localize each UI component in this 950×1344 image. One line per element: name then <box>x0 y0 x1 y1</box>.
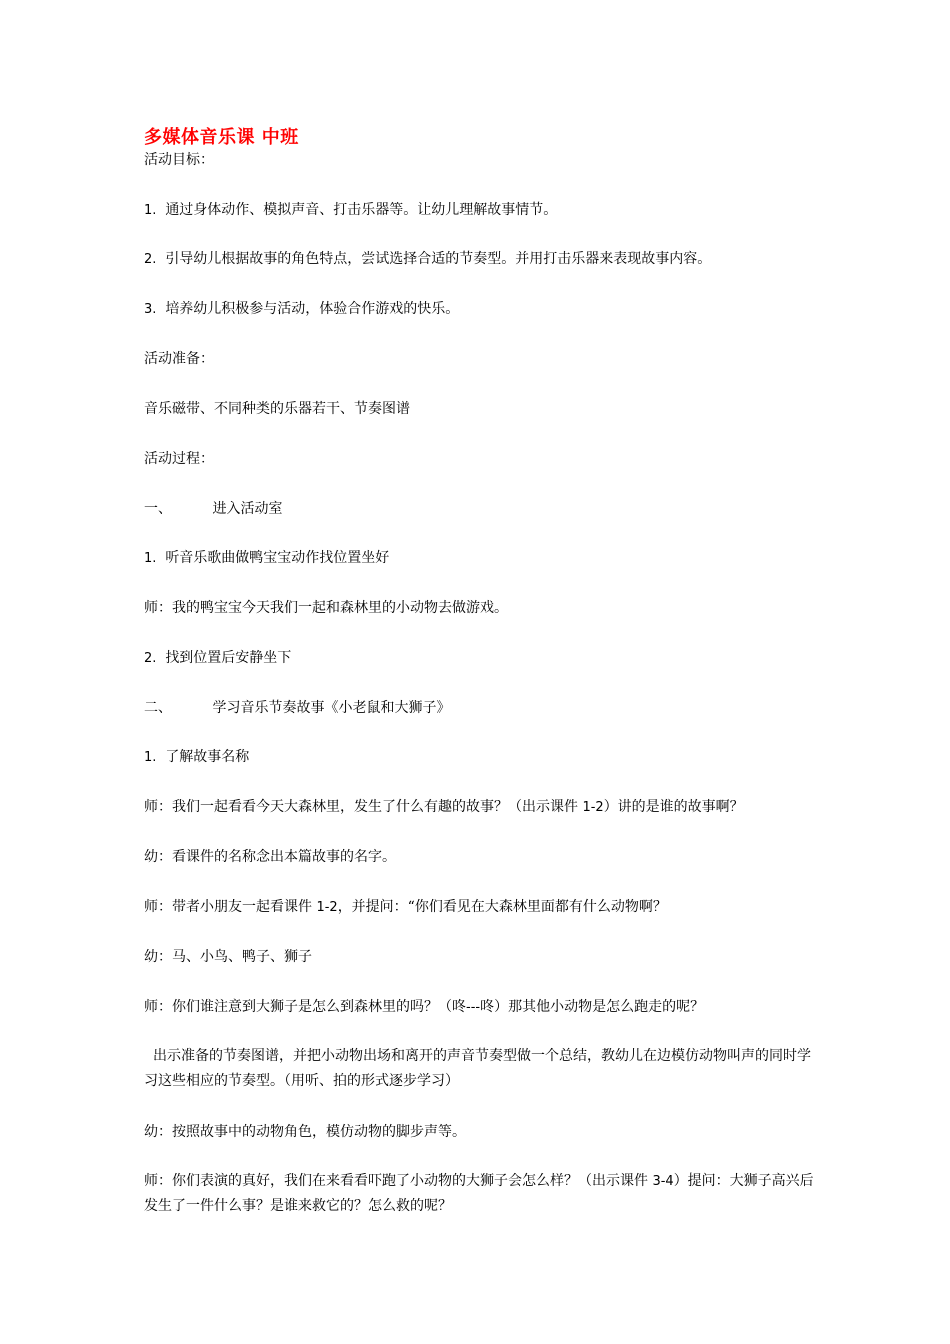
list-number: 1. <box>144 551 157 566</box>
goal-item-1 <box>144 198 814 223</box>
list-number: 3. <box>144 302 157 317</box>
section-mark: 二、 <box>144 700 172 716</box>
goal-item-3 <box>144 297 814 322</box>
text-run: ）讲的是谁的故事啊？ <box>603 799 744 815</box>
list-text: 培养幼儿积极参与活动，体验合作游戏的快乐。 <box>165 301 460 317</box>
text-run: 师：带者小朋友一起看课件 <box>144 899 312 915</box>
goal-item-2 <box>144 247 814 272</box>
section-1-item-2 <box>144 646 814 671</box>
prep-text: 音乐磁带、不同种类的乐器若干、节奏图谱 <box>144 401 410 417</box>
list-number: 1. <box>144 203 157 218</box>
document-title: 多媒体音乐课 中班 <box>144 127 299 148</box>
goal-heading: 活动目标： <box>144 152 214 168</box>
section-title: 学习音乐节奏故事《小老鼠和大狮子》 <box>212 700 451 716</box>
note-paragraph: 出示准备的节奏图谱，并把小动物出场和离开的声音节奏型做一个总结，教幼儿在边模仿动物叫声的同时学习这些相应的节奏型。（用听、拍的形式逐步学习） <box>144 1048 811 1089</box>
list-text: 了解故事名称 <box>165 749 250 765</box>
text-run: 师：你们表演的真好，我们在来看看吓跑了小动物的大狮子会怎么样？（出示课件 <box>144 1173 648 1189</box>
child-line-1: 幼：看课件的名称念出本篇故事的名字。 <box>144 849 396 865</box>
list-number: 1. <box>144 750 157 765</box>
list-text: 引导幼儿根据故事的角色特点，尝试选择合适的节奏型。并用打击乐器来表现故事内容。 <box>165 251 712 267</box>
section-2-item-1 <box>144 745 814 770</box>
section-title: 进入活动室 <box>212 501 283 517</box>
section-mark: 一、 <box>144 501 172 517</box>
teacher-line-4 <box>144 995 814 1020</box>
teacher-line-3 <box>144 895 814 920</box>
child-line-3: 幼：按照故事中的动物角色，模仿动物的脚步声等。 <box>144 1124 466 1140</box>
sound-dash: --- <box>466 1000 481 1015</box>
text-run: 师：你们谁注意到大狮子是怎么到森林里的吗？（咚 <box>144 999 466 1015</box>
section-1-heading <box>144 497 814 522</box>
child-line-2: 幼：马、小鸟、鸭子、狮子 <box>144 949 312 965</box>
teacher-line-2 <box>144 795 814 820</box>
list-number: 2. <box>144 651 157 666</box>
text-run: 师：我们一起看看今天大森林里，发生了什么有趣的故事？（出示课件 <box>144 799 578 815</box>
list-text: 找到位置后安静坐下 <box>165 650 292 666</box>
teacher-line-1: 师：我的鸭宝宝今天我们一起和森林里的小动物去做游戏。 <box>144 600 508 616</box>
list-number: 2. <box>144 252 157 267</box>
list-text: 通过身体动作、模拟声音、打击乐器等。让幼儿理解故事情节。 <box>165 202 558 218</box>
text-run: 咚）那其他小动物是怎么跑走的呢？ <box>480 999 705 1015</box>
teacher-line-5 <box>144 1169 814 1219</box>
text-run: ）提问：大狮子高兴后发生了一件什么事？是谁来救它的？怎么救的呢？ <box>144 1173 814 1214</box>
prep-heading: 活动准备： <box>144 351 214 367</box>
section-2-heading <box>144 696 814 721</box>
section-1-item-1 <box>144 546 814 571</box>
courseware-ref: 1-2 <box>582 800 604 815</box>
list-text: 听音乐歌曲做鸭宝宝动作找位置坐好 <box>165 550 390 566</box>
text-run: ，并提问：“你们看见在大森林里面都有什么动物啊？ <box>337 899 667 915</box>
process-heading: 活动过程： <box>144 451 214 467</box>
courseware-ref: 3-4 <box>652 1174 674 1189</box>
courseware-ref: 1-2 <box>316 900 338 915</box>
